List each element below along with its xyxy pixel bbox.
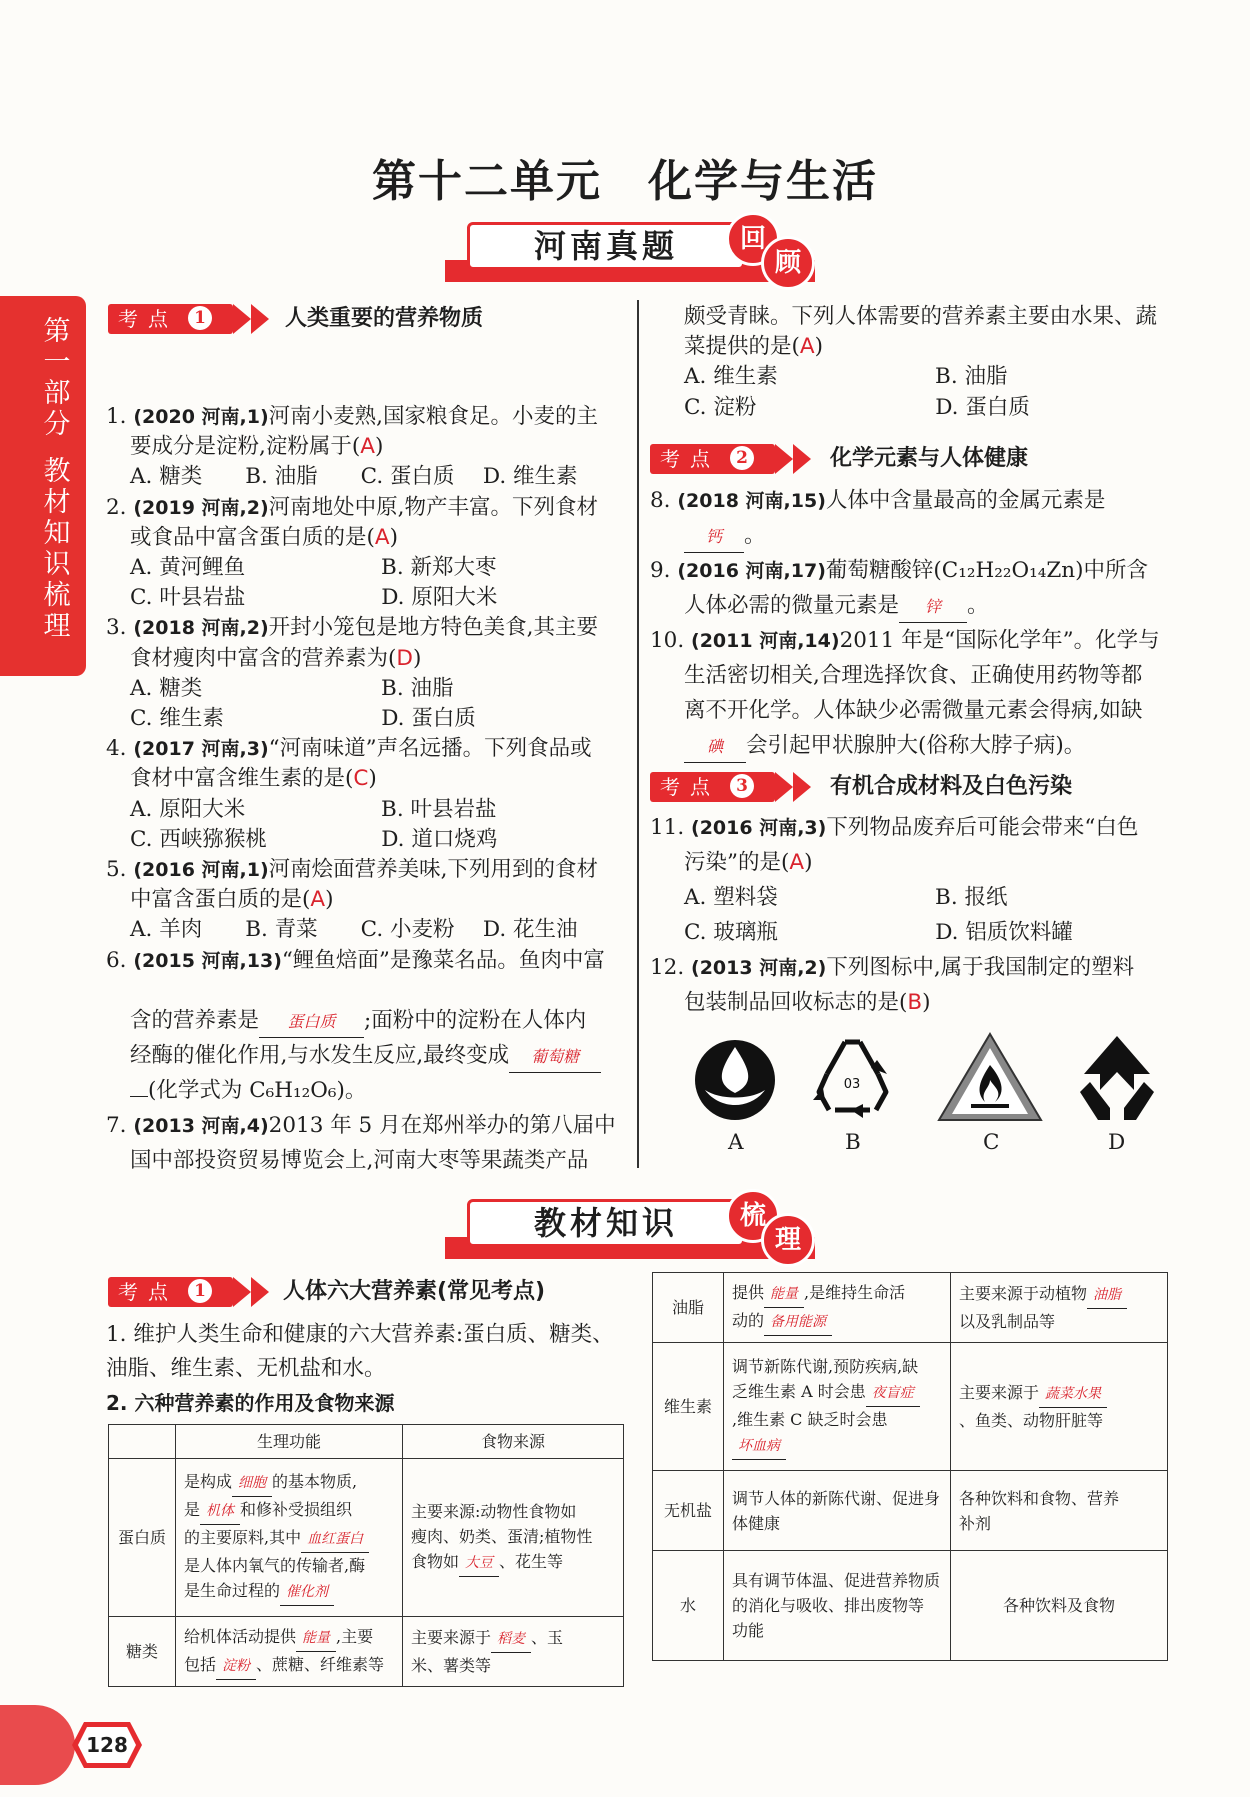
banner-char: 顾 (761, 236, 815, 290)
kaodian-number: 1 (188, 306, 212, 330)
answer-mark: A (374, 524, 390, 550)
table-row: 无机盐 调节人体的新陈代谢、促进身 体健康 各种饮料和食物、营养 补剂 (653, 1471, 1168, 1551)
kaodian-1-header (108, 302, 608, 336)
option-line: A. 塑料袋 B. 报纸 (684, 885, 1008, 910)
question-line: (化学式为 C₆H₁₂O₆)。 (130, 1076, 366, 1106)
question-line-cont: C. 淀粉 D. 蛋白质 (684, 394, 1030, 420)
banner-char: 梳 (726, 1189, 780, 1243)
table-row: 水 具有调节体温、促进营养物质 的消化与吸收、排出废物等 功能 各种饮料及食物 (653, 1551, 1168, 1661)
sidebar-label-part: 第一部分 (43, 316, 71, 440)
question-line-cont: 食材瘦肉中富含的营养素为(D) (130, 645, 422, 671)
page-number: 128 (86, 1733, 128, 1757)
question-line: 生活密切相关,合理选择饮食、正确使用药物等都 (684, 663, 1143, 688)
kaodian-2-header (650, 442, 1170, 476)
answer-mark: C (353, 766, 369, 792)
sidebar-tab (0, 296, 86, 676)
answer-mark: A (360, 434, 375, 460)
kaodian-number: 2 (730, 446, 754, 470)
question-line: 2. (2019 河南,2)河南地处中原,物产丰富。下列食材 (106, 494, 599, 520)
table-row: 油脂 提供 能量 ,是维持生命活 动的 备用能源 主要来源于动植物 油脂 以及乳制品等 (653, 1273, 1168, 1343)
kaodian-tag: 考点 (650, 772, 775, 802)
subheading: 2. 六种营养素的作用及食物来源 (106, 1391, 395, 1415)
question-line-cont: C. 维生素 D. 蛋白质 (130, 706, 476, 731)
kaodian-1b-header (108, 1275, 628, 1309)
kaodian-title: 化学元素与人体健康 (830, 446, 1029, 471)
question-line-cont: A. 糖类 B. 油脂 C. 蛋白质 D. 维生素 (130, 464, 578, 490)
water-saving-icon (690, 1035, 780, 1125)
question-line: 人体必需的微量元素是 锌 。 (684, 591, 989, 623)
question-line: 3. (2018 河南,2)开封小笼包是地方特色美食,其主要 (106, 615, 599, 641)
banner-title: 河南真题 (467, 222, 745, 270)
question-line-cont: A. 维生素 B. 油脂 (684, 364, 1008, 390)
question-line: 钙 。 (684, 521, 766, 553)
kaodian-title: 有机合成材料及白色污染 (830, 774, 1073, 799)
table-row: 维生素 调节新陈代谢,预防疾病,缺 乏维生素 A 时会患 夜盲症 ,维生素 C 缺乏时会患 坏血病 主要来源于 蔬菜水果 、鱼类、动物肝脏等 (653, 1343, 1168, 1471)
option-label: A (728, 1130, 744, 1155)
question-line-cont: A. 羊肉 B. 青菜 C. 小麦粉 D. 花生油 (130, 917, 578, 943)
kaodian-number: 3 (730, 774, 754, 798)
answer-blank: 钙 (684, 522, 744, 553)
table-row: 蛋白质 是构成 细胞 的基本物质, 是 机体 和修补受损组织 的主要原料,其中 血红蛋白 是人体内氧气的传输者,酶 是生命过程的 催化剂 主要来源:动物性食物如 瘦肉、奶类、蛋清;植物性 食物如 大豆 、花生等 (109, 1459, 624, 1617)
question-line-cont: 菜提供的是(A) (684, 334, 823, 360)
kaodian-tag: 考点 (108, 304, 233, 334)
column-header: 生理功能 (176, 1425, 403, 1459)
question-line-cont: A. 黄河鲤鱼 B. 新郑大枣 (130, 555, 497, 580)
svg-text:03: 03 (843, 1077, 861, 1092)
option-label: C (983, 1130, 1000, 1155)
recycle-arrows-icon (1070, 1030, 1165, 1125)
banner-jiaocai-zhishi (445, 1195, 815, 1259)
text-line: 油脂、维生素、无机盐和水。 (106, 1356, 386, 1381)
question-line: 碘 会引起甲状腺肿大(俗称大脖子病)。 (684, 731, 1085, 763)
answer-mark: D (396, 645, 413, 671)
kaodian-number: 1 (188, 1279, 212, 1303)
text-line: 1. 维护人类生命和健康的六大营养素:蛋白质、糖类、 (106, 1322, 614, 1347)
question-line-cont: A. 糖类 B. 油脂 (130, 675, 454, 701)
column-header: 食物来源 (403, 1425, 624, 1459)
question-line-cont: 食材中富含维生素的是(C) (130, 766, 377, 792)
flammable-warning-icon (935, 1030, 1045, 1125)
answer-blank: 碘 (684, 732, 746, 763)
question-line-cont: 要成分是淀粉,淀粉属于(A) (130, 434, 384, 460)
question-line: 12. (2013 河南,2)下列图标中,属于我国制定的塑料 (650, 955, 1135, 980)
kaodian-tag: 考点 (650, 444, 775, 474)
plastic-recycle-icon (805, 1030, 900, 1125)
kaodian-title: 人体六大营养素(常见考点) (283, 1279, 546, 1304)
question-line-cont: C. 西峡猕猴桃 D. 道口烧鸡 (130, 826, 498, 852)
option-line: C. 玻璃瓶 D. 铝质饮料罐 (684, 920, 1073, 945)
option-label: B (845, 1130, 861, 1155)
question-line: 8. (2018 河南,15)人体中含量最高的金属元素是 (650, 488, 1106, 513)
kaodian-3-header (650, 770, 1170, 804)
question-line-cont: A. 原阳大米 B. 叶县岩盐 (130, 796, 497, 822)
kaodian-tag: 考点 (108, 1277, 233, 1307)
banner-char: 理 (761, 1213, 815, 1267)
answer-mark: A (799, 334, 815, 360)
sidebar-label-section: 教材知识梳理 (43, 456, 71, 642)
page-corner-decoration (0, 1705, 75, 1785)
question-line: 1. (2020 河南,1)河南小麦熟,国家粮食足。小麦的主 (106, 404, 599, 429)
answer-blank: 蛋白质 (259, 1007, 364, 1038)
question-line-cont: 颇受青睐。下列人体需要的营养素主要由水果、蔬 (684, 304, 1158, 329)
question-line: 包装制品回收标志的是(B) (684, 990, 931, 1015)
question-line: 6. (2015 河南,13)“鲤鱼焙面”是豫菜名品。鱼肉中富 (106, 947, 605, 973)
answer-blank: 锌 (899, 592, 967, 623)
question-line: 经酶的催化作用,与水发生反应,最终变成 葡萄糖 (130, 1041, 601, 1073)
banner-char: 回 (726, 212, 780, 266)
question-line: 国中部投资贸易博览会上,河南大枣等果蔬类产品 (130, 1148, 589, 1173)
question-line: 11. (2016 河南,3)下列物品废弃后可能会带来“白色 (650, 815, 1139, 840)
question-line: 4. (2017 河南,3)“河南味道”声名远播。下列食品或 (106, 736, 592, 762)
kaodian-title: 人类重要的营养物质 (285, 306, 484, 331)
question-line-cont: 中富含蛋白质的是(A) (130, 887, 334, 913)
table-header-row (109, 1425, 624, 1459)
question-line: 含的营养素是 蛋白质 ;面粉中的淀粉在人体内 (130, 1006, 586, 1038)
nutrient-table-left (108, 1424, 624, 1687)
table-row: 糖类 给机体活动提供 能量 ,主要 包括 淀粉 、蔗糖、纤维素等 主要来源于 稻麦 、玉 米、薯类等 (109, 1617, 624, 1687)
question-line: 7. (2013 河南,4)2013 年 5 月在郑州举办的第八届中 (106, 1113, 616, 1138)
question-line-cont: C. 叶县岩盐 D. 原阳大米 (130, 585, 498, 611)
question-line: 9. (2016 河南,17)葡萄糖酸锌(C₁₂H₂₂O₁₄Zn)中所含 (650, 558, 1148, 583)
answer-blank: 葡萄糖 (509, 1042, 601, 1073)
question-line: 10. (2011 河南,14)2011 年是“国际化学年”。化学与 (650, 628, 1160, 653)
question-line-cont: 或食品中富含蛋白质的是(A) (130, 524, 398, 550)
page-title: 第十二单元 化学与生活 (372, 156, 878, 207)
column-divider (637, 300, 639, 1168)
answer-mark: A (310, 887, 326, 913)
question-line: 污染”的是(A) (684, 850, 813, 875)
banner-title: 教材知识 (467, 1199, 745, 1247)
option-label: D (1108, 1130, 1126, 1155)
banner-henan-zhenti (445, 218, 815, 282)
nutrient-table-right (652, 1272, 1168, 1661)
question-line: 5. (2016 河南,1)河南烩面营养美味,下列用到的食材 (106, 857, 599, 882)
question-line: 离不开化学。人体缺少必需微量元素会得病,如缺 (684, 698, 1143, 723)
